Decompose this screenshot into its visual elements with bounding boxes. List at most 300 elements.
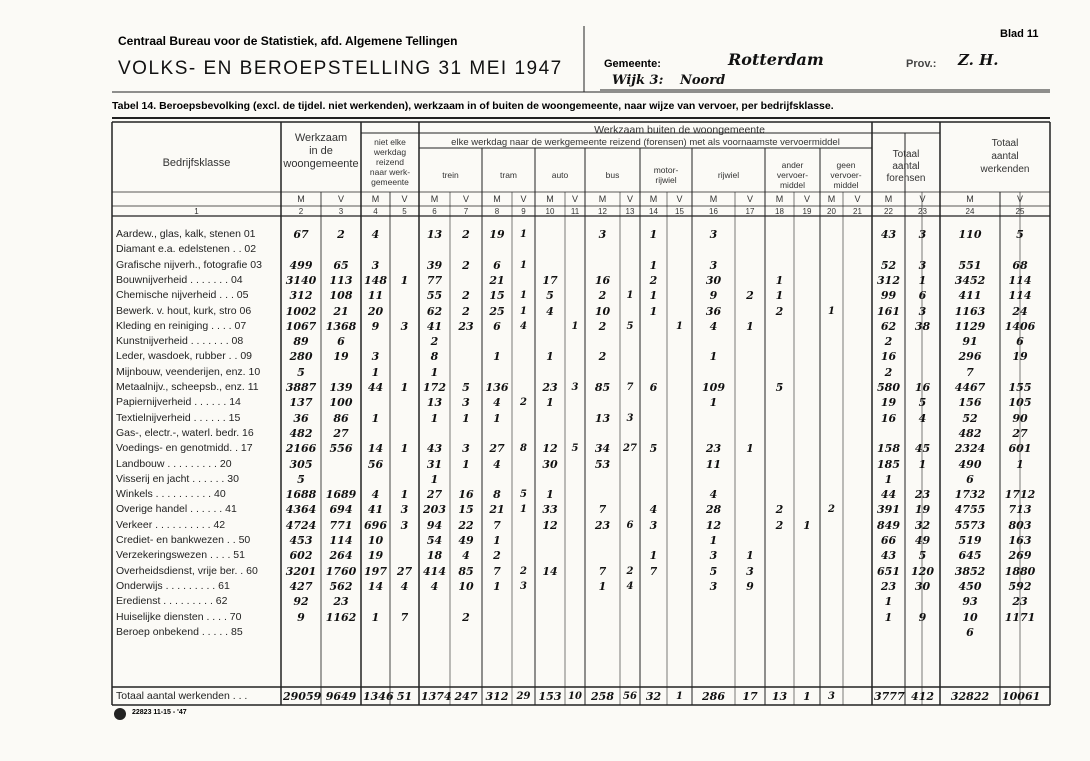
cell-col-8: 19	[489, 228, 505, 241]
cell-col-23: 38	[914, 319, 931, 333]
cell-col-2: 3201	[285, 564, 317, 578]
cell-col-22: 580	[877, 381, 900, 394]
cell-col-25: 592	[1008, 579, 1032, 593]
mode-header: tram	[500, 170, 517, 180]
cell-col-25: 713	[1008, 503, 1032, 517]
cell-col-12: 16	[594, 273, 611, 287]
cell-col-9: 5	[520, 489, 527, 501]
cell-col-5: 3	[400, 319, 409, 333]
cell-col-4: 19	[367, 549, 384, 563]
row-label: Huiselijke diensten . . . . 70	[116, 610, 242, 623]
cell-col-16: 3	[709, 549, 718, 563]
cell-col-8: 7	[493, 564, 501, 578]
cell-col-25: 1406	[1004, 319, 1036, 333]
cell-col-8: 1	[493, 534, 501, 547]
cell-col-14: 7	[649, 564, 658, 578]
cell-col-16: 1	[709, 350, 718, 364]
totaal-werkenden-header: Totaal	[991, 138, 1019, 149]
row-label: Metaalnijv., scheepsb., enz. 11	[116, 381, 259, 393]
row-label: Bouwnijverheid . . . . . . . 04	[116, 273, 243, 286]
cell-col-7: 85	[458, 564, 474, 578]
cell-col-24: 93	[962, 595, 978, 609]
column-number: 17	[745, 207, 755, 216]
cell-col-11: 3	[571, 382, 579, 393]
cell-col-18: 1	[775, 273, 784, 287]
cell-col-3: 1368	[325, 319, 357, 333]
cell-col-24: 645	[958, 549, 982, 563]
cell-col-24: 7	[966, 365, 974, 379]
cell-col-2: 280	[289, 350, 313, 364]
cell-col-9: 2	[520, 565, 527, 577]
cell-col-25: 1	[1016, 457, 1024, 471]
cell-col-10: 12	[542, 442, 558, 456]
cell-col-25: 6	[1016, 335, 1024, 349]
cell-col-3: 19	[333, 350, 349, 364]
column-number: 22	[884, 207, 893, 216]
cell-col-17: 1	[746, 549, 754, 563]
column-number: 9	[521, 207, 526, 216]
cell-col-14: 5	[649, 442, 658, 456]
mv-label: V	[462, 194, 469, 204]
column-number: 2	[298, 207, 304, 216]
sheet-number: Blad 11	[1000, 28, 1039, 40]
column-number: 3	[338, 207, 344, 216]
bureau-name: Centraal Bureau voor de Statistiek, afd. Algemene Tellingen	[118, 34, 458, 48]
column-number: 6	[432, 207, 437, 216]
row-label: Chemische nijverheid . . . 05	[116, 289, 249, 302]
niet-elke-header: niet elke	[374, 137, 406, 147]
cell-col-7: 23	[458, 319, 474, 333]
cell-col-8: 4	[493, 457, 501, 471]
cell-col-4: 1346	[363, 690, 394, 703]
mv-label: V	[626, 194, 633, 204]
cell-col-22: 52	[880, 258, 897, 272]
cell-col-7: 10	[458, 579, 474, 593]
mv-label: M	[649, 194, 658, 204]
mode-header: bus	[605, 170, 620, 180]
cell-col-2: 67	[293, 228, 309, 241]
cell-col-12: 53	[594, 457, 611, 471]
cell-col-24: 1129	[954, 319, 986, 333]
cell-col-23: 3	[918, 228, 927, 241]
cell-col-8: 312	[485, 690, 509, 703]
cell-col-23: 30	[914, 579, 931, 593]
cell-col-7: 2	[462, 289, 470, 303]
cell-col-25: 163	[1008, 534, 1032, 547]
cell-col-25: 114	[1008, 273, 1032, 287]
cell-col-25: 90	[1012, 411, 1028, 425]
cell-col-13: 1	[626, 290, 634, 302]
cell-col-8: 21	[489, 503, 505, 517]
cell-col-4: 197	[364, 564, 387, 578]
prov-value: Z. H.	[958, 51, 999, 69]
cell-col-23: 45	[914, 442, 931, 456]
cell-col-14: 1	[649, 549, 658, 563]
cell-col-12: 2	[598, 319, 607, 333]
cell-col-23: 49	[914, 534, 931, 547]
cell-col-16: 4	[709, 319, 718, 333]
column-number: 1	[194, 207, 199, 216]
cell-col-3: 113	[329, 273, 353, 287]
column-number: 21	[853, 207, 862, 216]
cell-col-18: 2	[775, 518, 784, 532]
mode-header: vervoer-	[830, 170, 862, 180]
cell-col-9: 1	[520, 229, 527, 240]
cell-col-25: 5	[1016, 228, 1024, 241]
row-label: Kunstnijverheid . . . . . . . 08	[116, 335, 244, 348]
cell-col-5: 4	[400, 579, 409, 593]
cell-col-5: 27	[396, 564, 413, 578]
cell-col-6: 172	[423, 381, 446, 394]
cell-col-4: 4	[371, 488, 380, 502]
mv-label: M	[297, 194, 305, 204]
cell-col-14: 6	[649, 381, 658, 394]
cell-col-10: 14	[542, 564, 558, 578]
cell-col-22: 23	[880, 579, 897, 593]
cell-col-23: 3	[918, 258, 927, 272]
cell-col-14: 32	[645, 690, 662, 703]
cell-col-25: 1712	[1004, 488, 1036, 502]
row-label: Overige handel . . . . . . 41	[116, 503, 237, 516]
cell-col-8: 8	[493, 488, 501, 502]
cell-col-8: 25	[489, 304, 505, 318]
cell-col-24: 110	[958, 228, 982, 241]
niet-elke-header: gemeente	[371, 177, 409, 187]
cell-col-12: 85	[594, 381, 611, 394]
cell-col-3: 2	[337, 228, 345, 241]
cell-col-9: 2	[520, 397, 527, 409]
cell-col-23: 5	[918, 549, 927, 563]
cell-col-10: 23	[542, 381, 558, 394]
cell-col-13: 7	[626, 382, 634, 393]
cell-col-7: 49	[458, 534, 474, 547]
mv-label: V	[919, 194, 926, 204]
cell-col-4: 14	[367, 579, 384, 593]
cell-col-24: 91	[962, 335, 978, 349]
row-label: Papiernijverheid . . . . . . 14	[116, 396, 241, 409]
cell-col-25: 1171	[1004, 610, 1036, 624]
row-label: Onderwijs . . . . . . . . . 61	[116, 579, 230, 592]
cell-col-14: 1	[649, 289, 658, 303]
werkzaam-in-header: in de	[309, 145, 333, 157]
cell-col-4: 14	[367, 442, 384, 456]
cell-col-14: 3	[649, 518, 658, 532]
cell-col-6: 4	[430, 579, 439, 593]
cell-col-3: 562	[329, 579, 353, 593]
cell-col-17: 2	[746, 289, 754, 303]
cell-col-14: 4	[649, 503, 658, 517]
cell-col-5: 51	[396, 690, 413, 703]
cell-col-25: 27	[1012, 426, 1028, 440]
cell-col-10: 30	[542, 457, 558, 471]
cell-col-7: 1	[462, 457, 470, 471]
cell-col-19: 1	[803, 690, 811, 703]
cell-col-5: 3	[400, 518, 409, 532]
mode-header: trein	[442, 170, 459, 180]
row-label: Crediet- en bankwezen . . 50	[116, 534, 251, 546]
cell-col-23: 3	[918, 304, 927, 318]
cell-col-3: 100	[329, 396, 353, 410]
cell-col-2: 3140	[285, 273, 317, 287]
cell-col-25: 114	[1008, 289, 1032, 303]
cell-col-8: 1	[493, 411, 501, 425]
cell-col-9: 1	[520, 504, 527, 516]
cell-col-10: 153	[538, 690, 562, 703]
cell-col-11: 1	[571, 320, 579, 332]
row-label: Landbouw . . . . . . . . . 20	[116, 457, 232, 470]
cell-col-24: 490	[958, 457, 982, 471]
mv-label: M	[430, 194, 439, 204]
cell-col-22: 185	[877, 457, 900, 471]
cell-col-6: 2	[430, 335, 439, 349]
cell-col-3: 86	[333, 411, 349, 425]
cell-col-23: 16	[914, 381, 931, 394]
cell-col-9: 3	[520, 580, 527, 592]
cell-col-3: 21	[333, 304, 349, 318]
cell-col-3: 556	[329, 442, 353, 456]
cell-col-25: 23	[1012, 595, 1028, 609]
cell-col-9: 4	[520, 320, 527, 332]
mode-header: middel	[833, 180, 859, 190]
row-label: Kleding en reiniging . . . . 07	[116, 319, 247, 332]
cell-col-18: 13	[771, 690, 788, 703]
print-code: 22823 11-15 - '47	[132, 709, 187, 716]
cell-col-7: 5	[462, 381, 470, 394]
row-label: Visserij en jacht . . . . . . 30	[116, 472, 239, 485]
cell-col-24: 52	[962, 411, 978, 425]
cell-col-8: 6	[493, 319, 501, 333]
cell-col-3: 139	[329, 381, 353, 394]
cell-col-18: 2	[775, 503, 784, 517]
cell-col-18: 5	[775, 381, 784, 394]
cell-col-7: 16	[458, 488, 474, 502]
table-title: Tabel 14. Beroepsbevolking (excl. de tijdel. niet werkenden), werkzaam in of buiten de woongemeente, naar wijze van vervoer, per bedrijfsklasse.	[112, 100, 834, 112]
cell-col-24: 5573	[954, 518, 986, 532]
cell-col-14: 1	[649, 228, 658, 241]
cell-col-23: 1	[918, 457, 927, 471]
cell-col-16: 109	[702, 381, 725, 394]
row-label: Leder, wasdoek, rubber . . 09	[116, 350, 253, 363]
cell-col-12: 2	[598, 289, 607, 303]
cell-col-2: 1688	[285, 488, 317, 502]
cell-col-2: 427	[289, 579, 313, 593]
cell-col-24: 411	[958, 289, 982, 303]
cell-col-7: 2	[462, 228, 470, 241]
column-number: 4	[373, 207, 378, 216]
cell-col-2: 137	[289, 396, 313, 410]
mode-header: auto	[551, 170, 569, 180]
cell-col-17: 3	[746, 564, 754, 578]
cell-col-3: 1689	[325, 488, 357, 502]
cell-col-3: 264	[329, 549, 353, 563]
cell-col-3: 6	[337, 335, 345, 349]
cell-col-16: 11	[705, 457, 722, 471]
cell-col-3: 1162	[325, 610, 357, 624]
cell-col-25: 19	[1012, 350, 1028, 364]
cell-col-16: 5	[709, 564, 718, 578]
cell-col-18: 2	[775, 304, 784, 318]
cell-col-22: 43	[880, 549, 897, 563]
cell-col-22: 2	[884, 335, 893, 349]
cell-col-6: 41	[426, 319, 443, 333]
mode-header: rijwiel	[655, 175, 677, 185]
cell-col-16: 12	[705, 518, 722, 532]
cell-col-24: 32822	[950, 690, 990, 703]
mode-header: geen	[836, 160, 856, 170]
column-number: 11	[570, 207, 580, 216]
cell-col-4: 20	[367, 304, 384, 318]
cell-col-4: 9	[371, 319, 380, 333]
cell-col-16: 28	[705, 503, 722, 517]
gemeente-value: Rotterdam	[728, 50, 824, 69]
cell-col-9: 1	[520, 259, 527, 271]
cell-col-22: 1	[884, 610, 893, 624]
mode-header: vervoer-	[776, 170, 809, 180]
mode-header: middel	[779, 180, 806, 190]
cell-col-12: 10	[594, 304, 611, 318]
row-label: Textielnijverheid . . . . . . 15	[116, 411, 241, 424]
cell-col-9: 29	[516, 691, 531, 702]
column-number: 25	[1015, 207, 1025, 216]
cell-col-10: 5	[546, 289, 554, 303]
cell-col-12: 7	[598, 503, 607, 517]
cell-col-7: 3	[462, 442, 470, 456]
cell-col-6: 77	[426, 273, 443, 287]
row-label: Beroep onbekend . . . . . 85	[116, 625, 243, 638]
cell-col-6: 43	[426, 442, 443, 456]
cell-col-24: 3852	[954, 564, 986, 578]
cell-col-13: 2	[626, 565, 634, 577]
cell-col-20: 1	[828, 305, 835, 317]
column-number: 7	[463, 207, 469, 216]
cell-col-13: 4	[626, 580, 634, 592]
cell-col-24: 519	[958, 534, 982, 547]
cell-col-6: 203	[423, 503, 446, 517]
mode-header: ander	[781, 160, 804, 170]
totaal-forensen-header: aantal	[892, 161, 920, 172]
cell-col-9: 8	[520, 443, 527, 455]
cell-col-4: 1	[371, 610, 380, 624]
cell-col-2: 4724	[285, 518, 317, 532]
cell-col-24: 4755	[954, 503, 986, 517]
cell-col-13: 27	[623, 443, 637, 455]
cell-col-23: 120	[911, 564, 934, 578]
cell-col-10: 12	[542, 518, 558, 532]
cell-col-10: 17	[542, 273, 558, 287]
cell-col-22: 158	[877, 442, 900, 456]
cell-col-22: 651	[877, 564, 900, 578]
cell-col-3: 771	[329, 518, 353, 532]
cell-col-4: 44	[367, 381, 384, 394]
cell-col-2: 5	[297, 365, 305, 379]
mv-label: M	[775, 194, 784, 204]
cell-col-5: 7	[400, 610, 409, 624]
cell-col-24: 6	[966, 472, 974, 486]
mv-label: M	[966, 194, 974, 204]
row-label: Grafische nijverh., fotografie 03	[116, 258, 262, 271]
cell-col-8: 2	[493, 549, 501, 563]
row-label: Aardew., glas, kalk, stenen 01	[116, 228, 256, 240]
werkzaam-buiten-header: Werkzaam buiten de woongemeente	[594, 124, 765, 136]
cell-col-13: 5	[626, 320, 634, 332]
cell-col-8: 1	[493, 579, 501, 593]
column-number: 14	[649, 207, 658, 216]
cell-col-5: 3	[400, 503, 409, 517]
cell-col-23: 412	[911, 690, 934, 703]
wijk-value: Noord	[680, 73, 726, 88]
printer-logo-icon	[114, 708, 126, 720]
cell-col-8: 27	[489, 442, 505, 456]
mv-label: V	[803, 194, 810, 204]
cell-col-3: 694	[329, 503, 353, 517]
cell-col-3: 27	[333, 426, 349, 440]
cell-col-16: 286	[702, 690, 725, 703]
cell-col-2: 482	[289, 426, 313, 440]
cell-col-6: 1	[430, 411, 439, 425]
cell-col-16: 4	[709, 488, 718, 502]
row-label: Totaal aantal werkenden . . .	[116, 690, 248, 702]
row-label: Bewerk. v. hout, kurk, stro 06	[116, 304, 252, 317]
cell-col-25: 601	[1008, 442, 1032, 456]
cell-col-8: 1	[493, 350, 501, 364]
mv-label: V	[401, 194, 408, 204]
cell-col-18: 1	[775, 289, 784, 303]
cell-col-19: 1	[803, 518, 811, 532]
cell-col-2: 89	[293, 335, 309, 349]
mv-label: M	[884, 194, 893, 204]
cell-col-2: 5	[297, 472, 305, 486]
row-label: Winkels . . . . . . . . . . 40	[116, 488, 226, 501]
cell-col-2: 602	[289, 549, 313, 563]
column-number: 8	[494, 207, 500, 216]
cell-col-23: 32	[914, 518, 931, 532]
cell-col-3: 65	[333, 258, 349, 272]
totaal-werkenden-header: werkenden	[980, 164, 1030, 175]
cell-col-22: 2	[884, 365, 893, 379]
cell-col-24: 6	[966, 625, 974, 639]
column-number: 13	[625, 207, 635, 216]
row-label: Eredienst . . . . . . . . . 62	[116, 595, 228, 608]
cell-col-25: 68	[1012, 258, 1028, 272]
cell-col-6: 414	[423, 564, 446, 578]
elke-werkdag-header: elke werkdag naar de werkgemeente reizend (forensen) met als voornaamste vervoermiddel	[451, 137, 840, 148]
cell-col-2: 2166	[285, 442, 317, 456]
cell-col-7: 4	[462, 549, 470, 563]
column-number: 20	[827, 207, 836, 216]
cell-col-16: 3	[709, 579, 718, 593]
cell-col-4: 1	[371, 411, 380, 425]
cell-col-25: 10061	[1002, 690, 1041, 703]
bedrijfsklasse-header: Bedrijfsklasse	[162, 157, 231, 169]
cell-col-12: 13	[594, 411, 611, 425]
cell-col-24: 1732	[954, 488, 986, 502]
cell-col-12: 258	[591, 690, 614, 703]
cell-col-16: 23	[705, 442, 722, 456]
cell-col-4: 10	[367, 534, 384, 547]
niet-elke-header: werkdag	[373, 147, 407, 157]
cell-col-6: 31	[426, 457, 443, 471]
cell-col-2: 1067	[285, 319, 317, 333]
cell-col-11: 10	[568, 691, 582, 702]
cell-col-24: 4467	[954, 381, 986, 394]
mode-header: rijwiel	[717, 170, 740, 180]
cell-col-25: 105	[1008, 396, 1032, 410]
cell-col-22: 16	[880, 350, 897, 364]
totaal-forensen-header: Totaal	[892, 149, 920, 160]
cell-col-24: 450	[958, 579, 982, 593]
cell-col-22: 312	[877, 273, 900, 287]
cell-col-23: 23	[914, 488, 931, 502]
